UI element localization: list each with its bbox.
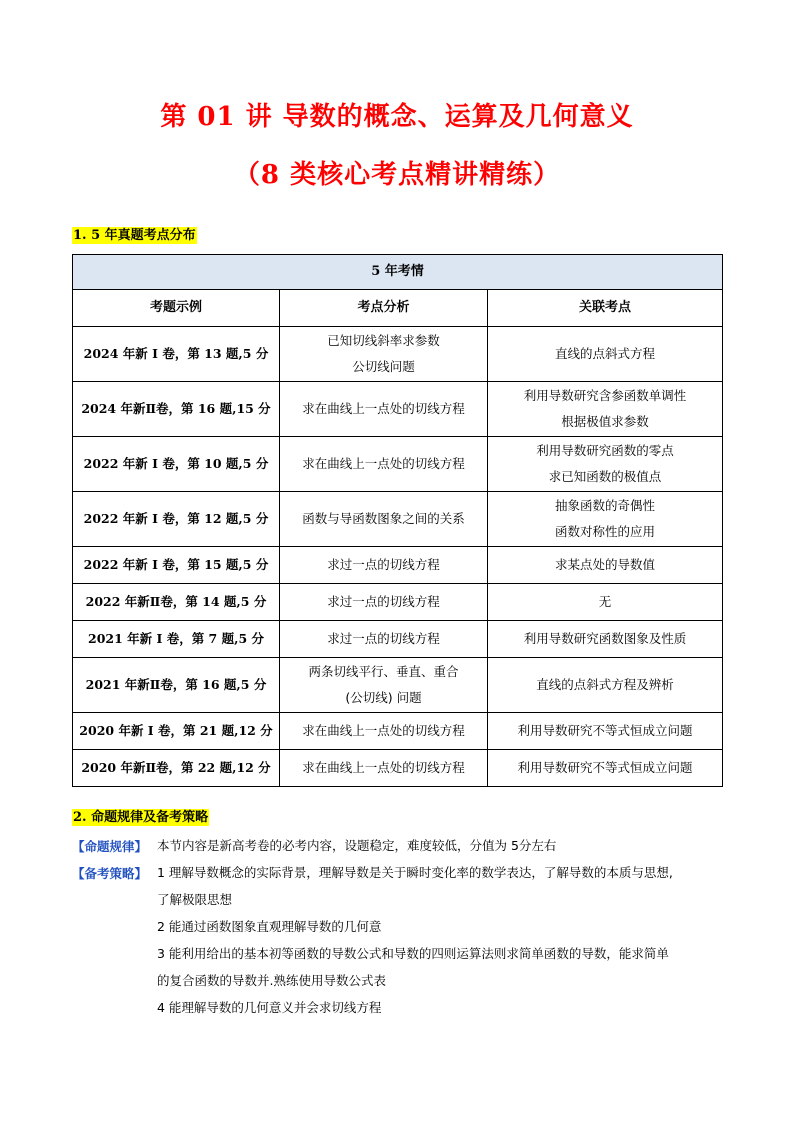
related-cell — [488, 382, 723, 437]
related-line: 直线的点斜式方程 — [555, 346, 656, 361]
related-line: 利用导数研究函数图象及性质 — [523, 631, 687, 646]
analysis-cell — [280, 584, 488, 621]
exam-example-cell: 2024 年新Ⅱ卷，第 16 题,15 分 — [73, 382, 280, 437]
analysis-line: 求过一点的切线方程 — [327, 631, 440, 646]
related-cell — [488, 713, 723, 750]
analysis-line: 求在曲线上一点处的切线方程 — [302, 456, 465, 471]
exam-example-cell: 2024 年新 I 卷，第 13 题,5 分 — [73, 327, 280, 382]
table-row — [73, 327, 723, 382]
analysis-cell — [280, 750, 488, 787]
section-heading-exam-distribution: 1. 5 年真题考点分布 — [73, 228, 196, 243]
related-cell — [488, 492, 723, 547]
exam-example-cell: 2020 年新Ⅱ卷，第 22 题,12 分 — [73, 750, 280, 787]
strategy-line: 1 理解导数概念的实际背景，理解导数是关于瞬时变化率的数学表达，了解导数的本质与思想, — [157, 865, 673, 880]
analysis-line: 求过一点的切线方程 — [327, 594, 440, 609]
exam-example-cell: 2020 年新 I 卷，第 21 题,12 分 — [73, 713, 280, 750]
related-cell — [488, 584, 723, 621]
related-cell — [488, 327, 723, 382]
related-cell — [488, 750, 723, 787]
table-row — [73, 547, 723, 584]
exam-example-cell: 2021 年新 I 卷，第 7 题,5 分 — [73, 621, 280, 658]
analysis-cell — [280, 327, 488, 382]
analysis-line: 已知切线斜率求参数 — [327, 333, 440, 348]
strategy-line: 的复合函数的导数并.熟练使用导数公式表 — [157, 973, 386, 988]
analysis-cell — [280, 547, 488, 584]
exam-example-cell: 2022 年新 I 卷，第 15 题,5 分 — [73, 547, 280, 584]
analysis-line: 两条切线平行、垂直、重合 — [308, 664, 459, 679]
related-line: 抽象函数的奇偶性 — [555, 498, 656, 513]
exam-distribution-table — [72, 254, 723, 787]
exam-example-cell: 2022 年新 I 卷，第 10 题,5 分 — [73, 437, 280, 492]
analysis-line: 求在曲线上一点处的切线方程 — [302, 760, 465, 775]
table-row — [73, 658, 723, 713]
rule-label: 【命题规律】 — [72, 839, 148, 854]
exam-example-cell: 2021 年新Ⅱ卷，第 16 题,5 分 — [73, 658, 280, 713]
strategy-line: 3 能利用给出的基本初等函数的导数公式和导数的四则运算法则求简单函数的导数，能求简单 — [157, 946, 669, 961]
table-row — [73, 437, 723, 492]
strategy-line: 了解极限思想 — [157, 892, 233, 907]
analysis-cell — [280, 382, 488, 437]
column-header-example: 考题示例 — [73, 290, 280, 327]
related-cell — [488, 658, 723, 713]
related-line: 利用导数研究函数的零点 — [536, 443, 674, 458]
table-caption: 5 年考情 — [73, 255, 723, 290]
related-line: 根据极值求参数 — [561, 414, 649, 429]
analysis-line: 函数与导函数图象之间的关系 — [302, 511, 465, 526]
column-header-analysis: 考点分析 — [280, 290, 488, 327]
strategy-label: 【备考策略】 — [72, 866, 148, 881]
related-line: 利用导数研究不等式恒成立问题 — [517, 723, 693, 738]
analysis-cell — [280, 713, 488, 750]
strategy-line: 4 能理解导数的几何意义并会求切线方程 — [157, 1000, 382, 1015]
table-row — [73, 713, 723, 750]
table-row — [73, 621, 723, 658]
table-row — [73, 382, 723, 437]
analysis-cell — [280, 621, 488, 658]
table-row — [73, 584, 723, 621]
analysis-line: (公切线) 问题 — [345, 690, 422, 705]
analysis-line: 求在曲线上一点处的切线方程 — [302, 401, 465, 416]
analysis-line: 求在曲线上一点处的切线方程 — [302, 723, 465, 738]
related-line: 直线的点斜式方程及辨析 — [536, 677, 674, 692]
analysis-cell — [280, 437, 488, 492]
related-line: 求已知函数的极值点 — [548, 469, 662, 484]
page-subtitle: （8 类核心考点精讲精练） — [233, 160, 561, 190]
related-line: 利用导数研究含参函数单调性 — [523, 388, 687, 403]
exam-example-cell: 2022 年新 I 卷，第 12 题,5 分 — [73, 492, 280, 547]
strategy-line: 2 能通过函数图象直观理解导数的几何意 — [157, 919, 382, 934]
analysis-cell — [280, 492, 488, 547]
related-cell — [488, 437, 723, 492]
related-cell — [488, 547, 723, 584]
related-line: 函数对称性的应用 — [555, 524, 656, 539]
table-row — [73, 492, 723, 547]
column-header-related: 关联考点 — [488, 290, 723, 327]
section-heading-strategy: 2. 命题规律及备考策略 — [73, 810, 209, 825]
related-line: 利用导数研究不等式恒成立问题 — [517, 760, 693, 775]
analysis-cell — [280, 658, 488, 713]
exam-example-cell: 2022 年新Ⅱ卷，第 14 题,5 分 — [73, 584, 280, 621]
related-line: 求某点处的导数值 — [555, 557, 656, 572]
analysis-line: 公切线问题 — [352, 359, 415, 374]
analysis-line: 求过一点的切线方程 — [327, 557, 440, 572]
page-title: 第 01 讲 导数的概念、运算及几何意义 — [160, 102, 634, 132]
table-row — [73, 750, 723, 787]
related-cell — [488, 621, 723, 658]
related-line: 无 — [598, 594, 612, 609]
rule-text: 本节内容是新高考卷的必考内容，设题稳定，难度较低，分值为 5分左右 — [157, 838, 557, 853]
